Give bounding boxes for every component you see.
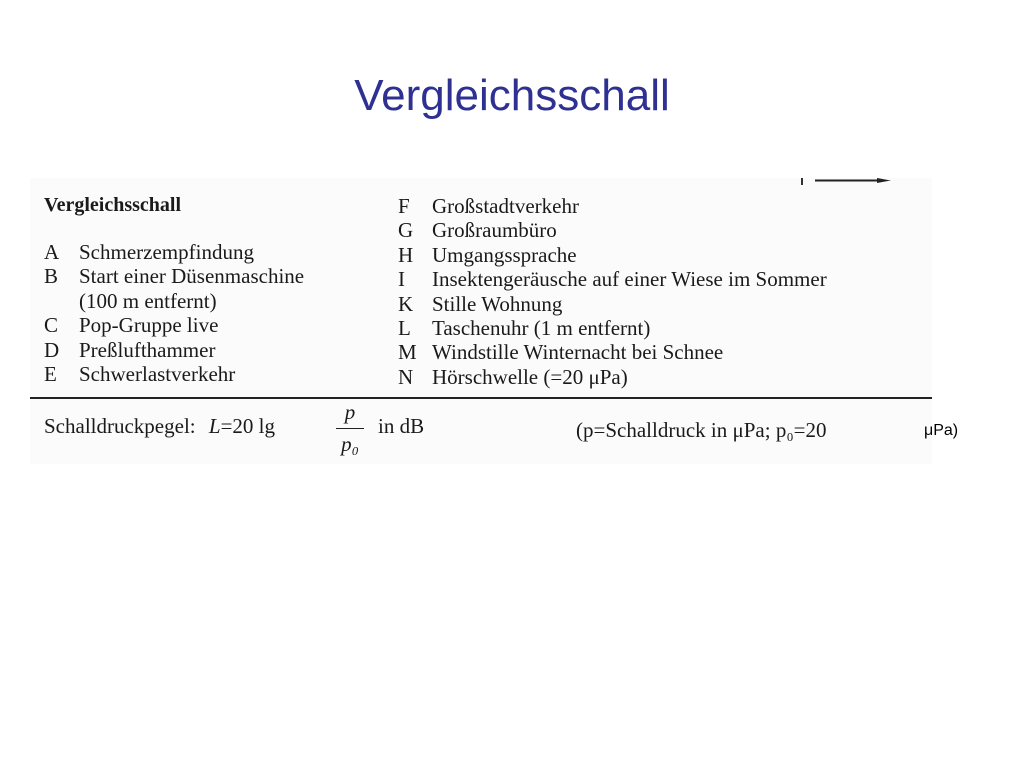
formula-fraction [332,400,368,457]
item-letter: E [44,362,57,387]
formula-unit: in dB [378,414,425,438]
list-item [44,264,304,288]
list-item [44,289,304,313]
item-letter: M [398,340,417,365]
item-letter [44,289,79,313]
item-letter: C [44,313,59,338]
item-text: Preßlufthammer [79,337,216,362]
item-letter: I [398,267,405,292]
list-item [44,362,304,386]
list-item [398,194,827,218]
scan-artifact-tick [801,178,803,185]
item-text: Stille Wohnung [432,291,563,316]
item-text: Hörschwelle (=20 μPa) [432,364,628,389]
formula-label-text: Schalldruckpegel: [44,414,196,438]
scan-heading: Vergleichsschall [44,194,182,216]
list-item [398,243,827,267]
item-letter: L [398,316,411,341]
scanned-table-image [30,178,932,464]
formula-denominator: p₀ [341,432,359,456]
list-item [398,340,827,364]
item-text: (100 m entfernt) [79,288,217,313]
legend-tail: μPa) [924,422,959,439]
list-item [398,365,827,389]
item-letter: H [398,242,414,267]
list-item [398,292,827,316]
list-item [398,267,827,291]
left-item-list [44,240,304,386]
fraction-bar [336,428,364,429]
item-letter: K [398,291,414,316]
list-item [398,316,827,340]
slide-title: Vergleichsschall [354,71,670,120]
item-text: Großstadtverkehr [432,194,579,218]
item-text: Großraumbüro [432,218,557,243]
right-item-list [398,194,827,389]
list-item [44,338,304,362]
item-letter: G [398,218,414,243]
item-text: Insektengeräusche auf einer Wiese im Sommer [432,267,827,292]
divider [30,397,932,399]
arrow-icon [815,178,891,183]
item-text: Schmerzempfindung [79,240,254,264]
item-text: Pop-Gruppe live [79,313,219,338]
item-letter: A [44,240,60,264]
item-letter: N [398,364,414,389]
item-text: Windstille Winternacht bei Schnee [432,340,724,365]
item-letter: F [398,194,410,218]
formula-numerator: p [344,400,356,424]
formula-label [44,414,275,439]
list-item [44,313,304,337]
item-letter: B [44,264,59,289]
formula-eq: =20 lg [220,414,275,438]
formula-legend: (p=Schalldruck in μPa; p₀=20 [576,418,827,442]
item-letter: D [44,337,60,362]
item-text: Umgangssprache [432,242,577,267]
item-text: Taschenuhr (1 m entfernt) [432,316,651,341]
item-text: Schwerlastverkehr [79,362,236,387]
list-item [398,218,827,242]
list-item [44,240,304,264]
item-text: Start einer Düsenmaschine [79,264,305,289]
formula-lhs: L [208,414,221,438]
